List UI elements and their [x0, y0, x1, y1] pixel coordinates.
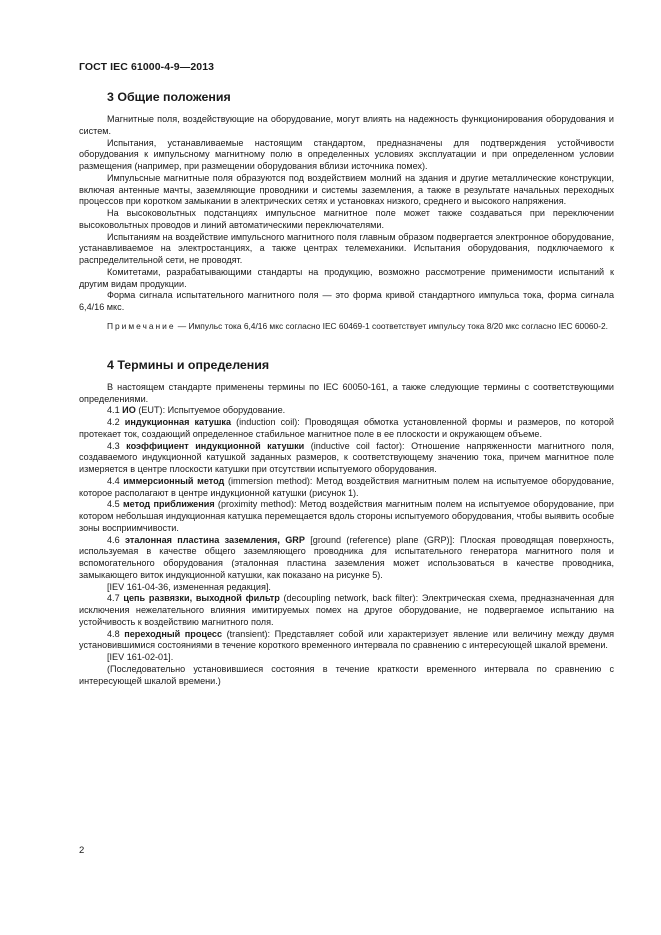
term-number: 4.6	[107, 534, 125, 545]
document-body	[79, 90, 614, 687]
term-definition: (immersion method): Метод воздействия магнитным полем на испытуемое оборудование, которое располагают в центре индукционной катушки (рисунок 1).	[79, 475, 614, 498]
term-number: 4.2	[107, 417, 125, 427]
term-entry	[79, 405, 614, 417]
note-text: — Импульс тока 6,4/16 мкс согласно IEC 60469-1 соответствует импульсу тока 8/20 мкс согласно IEC 60060-2.	[175, 320, 608, 331]
term-entry	[79, 476, 614, 500]
term-name: переходный процесс	[124, 628, 223, 639]
term-entry	[79, 593, 614, 628]
section-3-title: 3 Общие положения	[107, 90, 231, 104]
term-reference: [IEV 161-02-01].	[107, 652, 174, 662]
term-number: 4.8	[107, 628, 125, 639]
term-definition: (inductive coil factor): Отношение напряженности магнитного поля, создаваемого индукционной катушкой заданных размеров, к соответствующему значению тока, причем магнитное поле измеряется в центре плоскости катушки при отсутствии испытуемого оборудования.	[79, 440, 615, 474]
paragraph: В настоящем стандарте применены термины по IEC 60050-161, а также следующие термины с соответствующими определениями.	[79, 381, 614, 404]
term-name: эталонная пластина заземления, GRP	[124, 534, 305, 545]
section-4-title: 4 Термины и определения	[107, 357, 270, 372]
paragraph: Испытания, устанавливаемые настоящим стандартом, предназначены для подтверждения устойчивости оборудования к импульсному магнитному полю в определенных условиях эксплуатации и при определенном условии размещения (например, при размещении оборудования вблизи источника помех).	[79, 137, 614, 171]
note-label: Примечание	[107, 320, 176, 331]
term-name: коэффициент индукционной катушки	[126, 440, 305, 451]
paragraph: На высоковольтных подстанциях импульсное магнитное поле может также создаваться при переключении высоковольтных проводов и линий автоматическими переключателями.	[79, 208, 614, 230]
term-definition: (transient): Представляет собой или характеризует явление или величину между двумя установившимися состояниями в течение короткого временного интервала по сравнению с интересующей шкалой времени.	[79, 628, 615, 651]
term-number: 4.1	[107, 405, 123, 416]
term-entry	[79, 535, 614, 582]
term-entry	[79, 441, 614, 476]
paragraph: Испытаниям на воздействие импульсного магнитного поля главным образом подвергается электронное оборудование, устанавливаемое на электростанциях, а также центрах телемеханики. Испытания оборудования, подключаемого к распределительной сети, не проводят.	[79, 231, 614, 265]
term-definition: (proximity method): Метод воздействия магнитным полем на испытуемое оборудование, при котором небольшая индукционная катушка перемещается вдоль стороны испытуемого оборудования, чтобы выявить особые зоны восприимчивости.	[79, 499, 615, 533]
term-definition: (decoupling network, back filter): Электрическая схема, предназначенная для исключения нежелательного влияния имитируемых помех на другое оборудование, не подвергаемое испытанию на устойчивость к воздействию магнитного поля.	[79, 593, 614, 627]
term-entry	[79, 499, 614, 534]
term-definition: (induction coil): Проводящая обмотка установленной формы и размеров, по которой протекает ток, создающий определенное стабильное магнитное поле в ее плоскости и окружающем объеме.	[79, 417, 614, 439]
term-reference: [IEV 161-04-36, измененная редакция].	[107, 581, 271, 592]
document-header: ГОСТ IEC 61000-4-9—2013	[79, 61, 215, 73]
term-number: 4.4	[107, 475, 124, 486]
term-definition: (EUT): Испытуемое оборудование.	[135, 405, 286, 416]
term-name: цепь развязки, выходной фильтр	[123, 593, 280, 604]
term-name: ИО	[122, 405, 136, 416]
term-entry	[79, 629, 614, 653]
note	[79, 321, 614, 332]
term-entry	[79, 417, 614, 441]
paragraph: Комитетами, разрабатывающими стандарты на продукцию, возможно рассмотрение применимости испытаний к другим видам продукции.	[79, 266, 614, 289]
term-note: (Последовательно установившиеся состояния в течение краткости временного интервала по сравнению с интересующей шкалой времени.)	[79, 663, 614, 686]
page-number: 2	[79, 845, 85, 856]
paragraph: Магнитные поля, воздействующие на оборудование, могут влиять на надежность функционирования оборудования и систем.	[79, 114, 614, 136]
term-number: 4.7	[107, 593, 124, 604]
term-name: иммерсионный метод	[123, 475, 225, 486]
term-number: 4.5	[107, 499, 123, 510]
term-name: индукционная катушка	[124, 417, 232, 427]
paragraph: Импульсные магнитные поля образуются под воздействием молний на здания и другие металлические конструкции, включая антенные мачты, заземляющие проводники и системы заземления, а также в результате начальных переходных процессов при коротком замыкании в электрических сетях и установках низкого, среднего и высокого напряжения.	[79, 172, 614, 207]
term-definition: [ground (reference) plane (GRP)]: Плоская проводящая поверхность, используемая в качестве общего заземляющего проводника для испытательного генератора магнитного поля и вспомогательного оборудования (эталонная пластина заземления может использоваться в качестве проводника, замыкающего виток индукционной катушки, как показано на рисунке 5).	[79, 534, 614, 580]
term-name: метод приближения	[122, 499, 215, 510]
paragraph: Форма сигнала испытательного магнитного поля — это форма кривой стандартного импульса тока, форма сигнала 6,4/16 мкс.	[79, 290, 614, 312]
term-number: 4.3	[107, 440, 127, 451]
